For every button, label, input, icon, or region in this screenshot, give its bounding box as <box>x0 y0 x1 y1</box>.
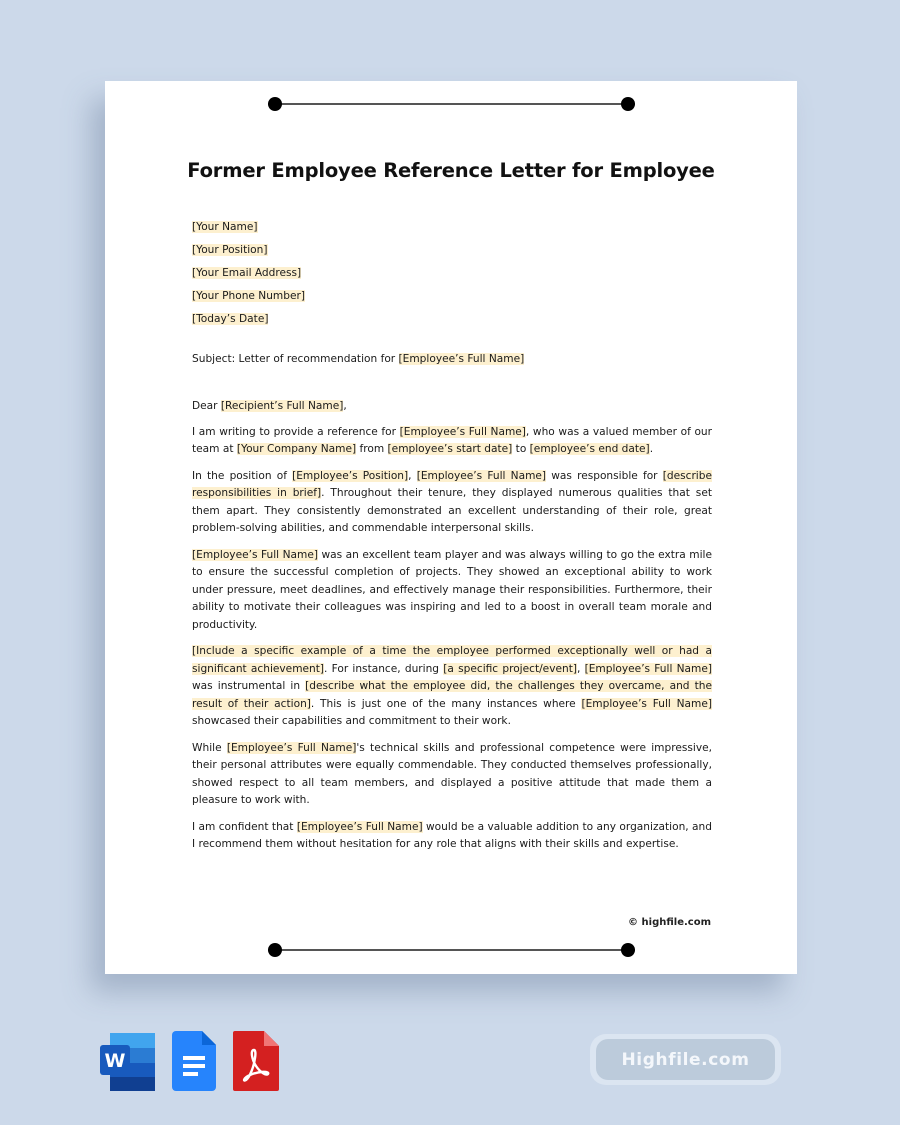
paragraph-text: While <box>192 741 227 754</box>
salutation <box>192 398 712 416</box>
google-docs-icon[interactable] <box>172 1030 218 1097</box>
paragraph-text: to <box>512 443 530 456</box>
placeholder-text: [Include a specific example of a time the employee performed exceptionally well or had a significant achievement] <box>192 645 712 675</box>
todays-date-field: [Today’s Date] <box>192 313 269 325</box>
top-divider <box>268 103 635 105</box>
paragraph-text: . <box>649 443 654 456</box>
paragraph-text: would be a valuable addition to any organization, and I recommend them without hesitation for any role that aligns with their skills and expertise. <box>192 820 712 851</box>
placeholder-text: [describe responsibilities in brief] <box>192 469 712 500</box>
your-position-field: [Your Position] <box>192 244 268 256</box>
paragraph-text: , <box>408 469 417 482</box>
paragraph-text: showcased their capabilities and commitment to their work. <box>192 715 511 728</box>
paragraph-text: In the position of <box>192 469 293 482</box>
placeholder-text: [employee’s start date] <box>387 443 513 456</box>
paragraph-text: was responsible for <box>546 469 663 482</box>
placeholder-text: [Employee’s Full Name] <box>226 741 357 754</box>
highfile-brand-badge[interactable] <box>590 1034 781 1085</box>
paragraph-text: , who was a valued member of our team at <box>192 425 712 456</box>
pdf-icon[interactable] <box>232 1030 280 1097</box>
letter-paragraph <box>192 643 712 731</box>
placeholder-text: [Employee’s Full Name] <box>416 469 547 482</box>
document-title: Former Employee Reference Letter for Employee <box>187 159 715 182</box>
letter-paragraph <box>192 468 712 538</box>
placeholder-text: [Employee’s Full Name] <box>192 548 318 561</box>
placeholder-text: [a specific project/event] <box>443 662 577 675</box>
sender-block <box>192 219 712 334</box>
paragraph-text: . For instance, during <box>324 662 444 675</box>
brand-label: Highfile.com <box>596 1039 775 1080</box>
placeholder-text: [describe what the employee did, the challenges they overcame, and the result of their action] <box>192 680 712 710</box>
placeholder-text: [employee’s end date] <box>529 443 650 456</box>
placeholder-text: [Employee’s Full Name] <box>399 425 526 438</box>
placeholder-text: [Employee’s Full Name] <box>581 697 712 710</box>
bottom-divider-dot-right <box>621 943 635 957</box>
placeholder-text: [Employee’s Full Name] <box>296 820 423 833</box>
letter-paragraph <box>192 547 712 635</box>
paragraph-text: , <box>577 662 585 675</box>
placeholder-text: [Employee’s Position] <box>292 469 409 482</box>
top-divider-dot-left <box>268 97 282 111</box>
paragraph-text: from <box>356 443 388 456</box>
letter-body <box>192 219 712 862</box>
copyright-text: © highfile.com <box>628 917 711 928</box>
subject-placeholder: [Employee’s Full Name] <box>398 353 525 365</box>
subject-line <box>192 351 712 369</box>
placeholder-text: [Employee’s Full Name] <box>584 662 713 675</box>
paragraph-text: was instrumental in <box>192 680 306 693</box>
salutation-suffix: , <box>343 399 347 412</box>
bottom-divider-dot-left <box>268 943 282 957</box>
document-page <box>105 81 797 974</box>
bottom-divider <box>268 949 635 951</box>
salutation-prefix: Dear <box>192 399 221 412</box>
letter-paragraph <box>192 819 712 854</box>
letter-paragraphs <box>192 424 712 854</box>
your-email-field: [Your Email Address] <box>192 267 302 279</box>
paragraph-text: . This is just one of the many instances where <box>310 697 582 710</box>
paragraph-text: 's technical skills and professional competence were impressive, their personal attributes were equally commendable. They conducted themselves professionally, showed respect to all team members, and displayed a positive attitude that made them a pleasure to work with. <box>192 741 712 807</box>
recipient-placeholder: [Recipient’s Full Name] <box>220 399 344 412</box>
letter-paragraph <box>192 740 712 810</box>
paragraph-text: . Throughout their tenure, they displayed numerous qualities that set them apart. They consistently demonstrated an excellent understanding of their role, great problem-solving abilities, and commendable interpersonal skills. <box>192 487 712 535</box>
word-icon[interactable] <box>100 1030 158 1097</box>
subject-prefix: Subject: Letter of recommendation for <box>192 353 399 365</box>
word-letter: W <box>104 1050 126 1072</box>
paragraph-text: I am writing to provide a reference for <box>192 425 400 438</box>
paragraph-text: was an excellent team player and was always willing to go the extra mile to ensure the successful completion of projects. They showed an exceptional ability to work under pressure, meet deadlines, and effectively manage their responsibilities. Furthermore, their ability to motivate their colleagues was inspiring and led to a boost in overall team morale and productivity. <box>192 548 712 631</box>
your-phone-field: [Your Phone Number] <box>192 290 305 302</box>
placeholder-text: [Your Company Name] <box>236 443 357 456</box>
your-name-field: [Your Name] <box>192 221 258 233</box>
letter-paragraph <box>192 424 712 459</box>
paragraph-text: I am confident that <box>192 820 297 833</box>
top-divider-dot-right <box>621 97 635 111</box>
